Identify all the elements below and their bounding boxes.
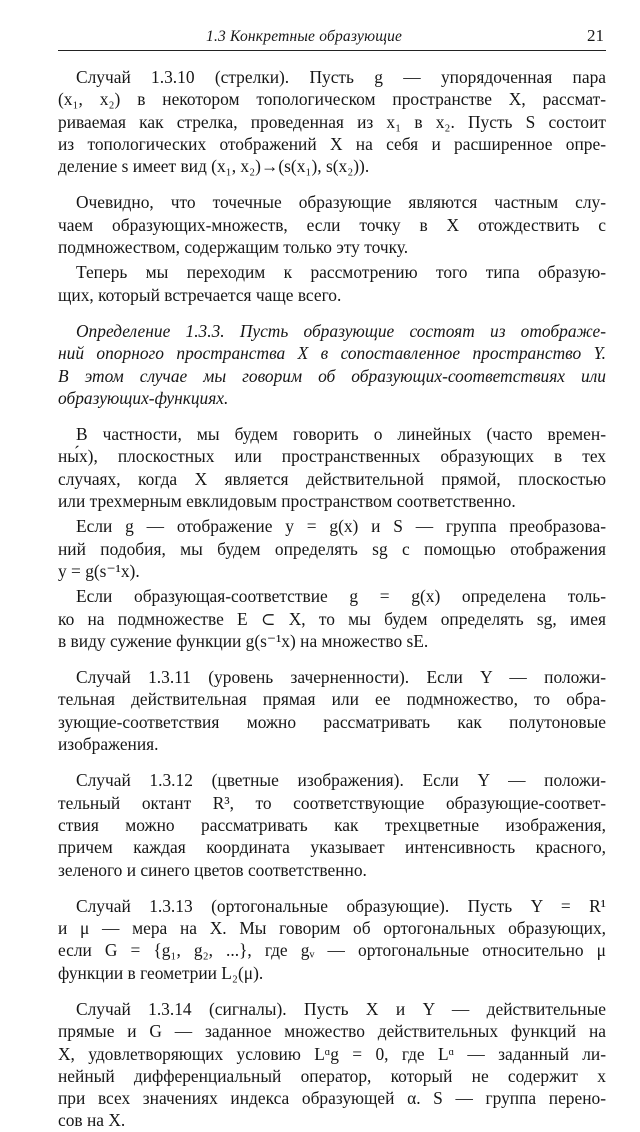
text-line: изображения. <box>58 734 159 755</box>
text-line: щих, который встречается чаще всего. <box>58 284 342 305</box>
text-line: тельная действительная прямая или ее подмножество, то обра- <box>58 689 606 710</box>
text-line: в виду сужение функции g(s⁻¹x) на множество sE. <box>58 630 429 651</box>
text-paragraph <box>58 261 606 306</box>
text-paragraph <box>58 585 606 652</box>
text-line: Если g — отображение y = g(x) и S — группа преобразова- <box>76 516 606 537</box>
text-line: y = g(s⁻¹x). <box>58 560 140 581</box>
section-title: 1.3 Конкретные образующие <box>206 28 403 45</box>
page-number: 21 <box>587 26 604 45</box>
text-line: функции в геометрии L₂(μ). <box>58 962 264 983</box>
text-line: Случай 1.3.10 (стрелки). Пусть g — упорядоченная пара <box>76 67 606 87</box>
case-paragraph <box>58 998 606 1132</box>
case-paragraph <box>58 769 606 880</box>
text-line: В этом случае мы говорим об образующих-соответствиях или <box>58 365 606 386</box>
text-line: тельный октант R³, то соответствующие образующие-соответ- <box>58 792 606 813</box>
text-line: из топологических отображений X на себя и расширенное опре- <box>58 133 606 154</box>
running-header <box>58 26 606 51</box>
case-paragraph <box>58 895 606 984</box>
text-line: или трехмерным евклидовым пространством соответственно. <box>58 491 516 512</box>
text-paragraph <box>58 515 606 582</box>
text-line: ний подобия, мы будем определять sg с помощью отображения <box>58 538 606 559</box>
text-line: подмножеством, содержащим только эту точку. <box>58 237 409 258</box>
text-line: и μ — мера на X. Мы говорим об ортогональных образующих, <box>58 918 606 939</box>
text-line: Случай 1.3.14 (сигналы). Пусть X и Y — действительные <box>76 998 606 1019</box>
text-line: ко на подмножестве E ⊂ X, то мы будем определять sg, имея <box>58 608 606 629</box>
text-line: Очевидно, что точечные образующие являются частным слу- <box>76 192 606 213</box>
text-line: ний опорного пространства X в сопоставленное пространство Y. <box>58 343 606 364</box>
text-line: X, удовлетворяющих условию Lᵅg = 0, где Lᵅ — заданный ли- <box>58 1043 606 1064</box>
text-line: при всех значениях индекса образующей α. S — группа перено- <box>58 1088 606 1109</box>
text-line: если G = {g₁, g₂, ...}, где gᵥ — ортогональные относительно μ <box>58 940 606 961</box>
text-line: причем каждая координата указывает интенсивность красного, <box>58 837 606 858</box>
text-line: Случай 1.3.12 (цветные изображения). Если Y — положи- <box>76 770 606 791</box>
text-line: Определение 1.3.3. Пусть образующие состоят из отображе- <box>76 320 606 341</box>
text-line: зующие-соответствия можно рассматривать как полутоновые <box>58 711 606 732</box>
text-line: нейный дифференциальный оператор, который не содержит x <box>58 1065 606 1086</box>
definition-paragraph <box>58 320 606 409</box>
text-line: Если образующая-соответствие g = g(x) определена толь- <box>76 586 606 607</box>
text-line: В частности, мы будем говорить о линейных (часто времен- <box>76 424 606 445</box>
case-paragraph <box>58 66 606 177</box>
text-paragraph <box>58 191 606 258</box>
text-line: прямые и G — заданное множество действительных функций на <box>58 1021 606 1042</box>
text-line: (x₁, x₂) в некотором топологическом пространстве X, рассмат- <box>58 89 606 110</box>
case-paragraph <box>58 666 606 755</box>
text-line: риваемая как стрелка, проведенная из x₁ в x₂. Пусть S состоит <box>58 111 606 132</box>
text-line: Случай 1.3.11 (уровень зачерненности). Если Y — положи- <box>76 667 606 688</box>
text-line: зеленого и синего цветов соответственно. <box>58 859 367 880</box>
text-line: Теперь мы переходим к рассмотрению того типа образую- <box>76 262 606 283</box>
text-line: образующих-функциях. <box>58 387 229 408</box>
text-paragraph <box>58 423 606 512</box>
text-line: ны́х), плоскостных или пространственных образующих в тех <box>58 446 606 467</box>
text-line: деление s имеет вид (x₁, x₂)→(s(x₁), s(x₂)). <box>58 156 370 177</box>
text-line: случаях, когда X является действительной прямой, плоскостью <box>58 468 606 489</box>
text-line: Случай 1.3.13 (ортогональные образующие). Пусть Y = R¹ <box>76 895 606 916</box>
text-line: ствия можно рассматривать как трехцветные изображения, <box>58 814 606 835</box>
page-body <box>58 66 606 1132</box>
text-line: сов на X. <box>58 1110 126 1131</box>
text-line: чаем образующих-множеств, если точку в X отождествить с <box>58 214 606 235</box>
